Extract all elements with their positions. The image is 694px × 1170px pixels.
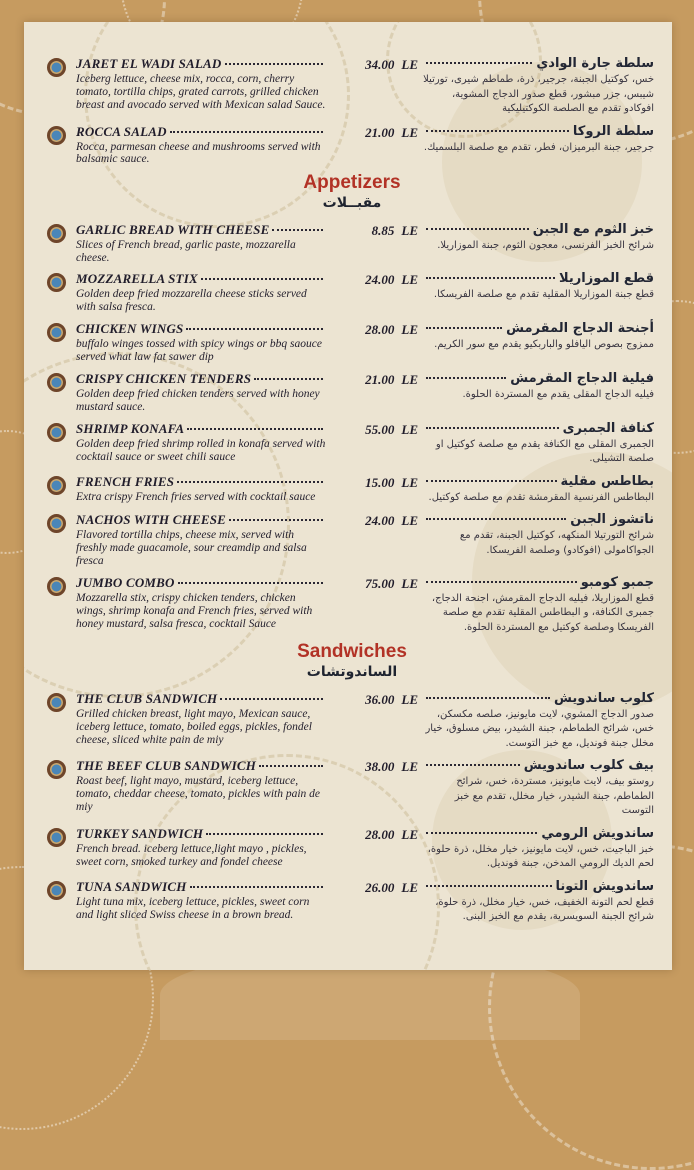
item-description: Light tuna mix, iceberg lettuce, pickles, sweet corn and light sliced Swiss cheese in a brown bread.	[76, 895, 310, 921]
price-currency: LE	[401, 124, 418, 140]
item-price	[330, 575, 418, 636]
dotted-leader	[259, 765, 323, 767]
menu-item	[44, 826, 660, 872]
dotted-leader	[206, 833, 323, 835]
item-description-arabic: خبز الباجيت، خس، لايت مايونيز، خيار مخلل، ذرة حلوة، لحم الديك الرومي المدخن، جبنة فونديل.	[427, 843, 654, 870]
brand-seal-icon	[47, 476, 66, 495]
dotted-leader	[229, 519, 323, 521]
section-title: Sandwiches	[297, 641, 407, 663]
item-price	[330, 371, 418, 414]
item-description-arabic: قطع الموزاريلا، فيليه الدجاج المقرمش، اجنحة الدجاج، جمبرى الكنافة، و البطاطس المقلية تقدم مع صلصة الفريسكا وصلصة كوكتيل مع المستردة الحلوة.	[431, 592, 654, 633]
item-description: Slices of French bread, garlic paste, mozzarella cheese.	[76, 238, 296, 264]
menu-item	[44, 879, 660, 925]
item-description-arabic: جرجير، جبنة البرميزان، فطر، تقدم مع صلصة البلسميك.	[423, 141, 654, 153]
item-price	[330, 758, 418, 819]
item-description-arabic: البطاطس الفرنسية المقرمشة تقدم مع صلصة كوكتيل.	[428, 491, 654, 503]
dotted-leader	[426, 832, 537, 834]
dotted-leader	[186, 328, 323, 330]
price-currency: LE	[401, 759, 418, 775]
item-name-arabic: ساندويش الرومي	[541, 825, 654, 841]
dotted-leader	[426, 697, 550, 699]
dotted-leader	[426, 130, 569, 132]
item-price	[330, 222, 418, 265]
menu-item	[44, 758, 660, 819]
menu-item	[44, 124, 660, 167]
section-header-appetizers	[44, 173, 660, 213]
price-currency: LE	[401, 826, 418, 842]
brand-seal-icon	[47, 224, 66, 243]
price-value: 38.00	[365, 759, 395, 775]
item-name: TURKEY SANDWICH	[76, 825, 204, 841]
price-currency: LE	[401, 57, 418, 72]
section-header-sandwiches	[44, 642, 660, 682]
item-name: MOZZARELLA STIX	[76, 271, 198, 287]
dotted-leader	[426, 228, 529, 230]
price-currency: LE	[401, 272, 418, 288]
dotted-leader	[187, 428, 323, 430]
dotted-leader	[426, 518, 566, 520]
item-description: Flavored tortilla chips, cheese mix, served with freshly made guacamole, sour creamdip and salsa fresca	[76, 529, 307, 567]
menu-item	[44, 371, 660, 414]
dotted-leader	[254, 378, 323, 380]
item-description: Roast beef, light mayo, mustard, iceberg lettuce, tomato, cheddar cheese, tomato, pickles with pain de miy	[76, 775, 321, 814]
price-currency: LE	[401, 513, 418, 529]
item-description: French bread. iceberg lettuce,light mayo , pickles, sweet corn, smoked turkey and fondel cheese	[76, 842, 307, 868]
brand-seal-icon	[47, 323, 66, 342]
item-name: NACHOS WITH CHEESE	[76, 512, 227, 528]
section-title-arabic: مقبــلات	[322, 195, 382, 212]
price-currency: LE	[401, 421, 418, 437]
menu-item	[44, 512, 660, 568]
menu-item	[44, 691, 660, 752]
dotted-leader	[426, 581, 577, 583]
item-name-arabic: بيف كلوب ساندويش	[523, 758, 654, 774]
menu-item	[44, 222, 660, 265]
item-name-arabic: بطاطس مقلية	[560, 473, 654, 489]
item-name-arabic: جمبو كومبو	[580, 574, 654, 590]
dotted-leader	[426, 377, 506, 379]
brand-seal-icon	[47, 126, 66, 145]
brand-seal-icon	[47, 577, 66, 596]
item-description-arabic: صدور الدجاج المشوي، لايت مايونيز، صلصه مكسكن، خس، شرائح الطماطم، جبنة الشيدر، بيض مسلوق، خيار مخلل جبنة فونديل، مع خبز التوست.	[425, 708, 654, 749]
brand-seal-icon	[47, 58, 66, 77]
menu-item	[44, 474, 660, 506]
item-name: ROCCA SALAD	[76, 123, 167, 139]
menu-item	[44, 321, 660, 364]
item-price	[330, 474, 418, 506]
brand-seal-icon	[47, 423, 66, 442]
item-description: Extra crispy French fries served with cocktail sauce	[76, 490, 316, 503]
brand-seal-icon	[47, 693, 66, 712]
dotted-leader	[426, 480, 557, 482]
item-description-arabic: شرائح التورتيلا المنكهه، كوكتيل الجبنة، تقدم مع الجواكامولى (افوكادو) وصلصة الفريسكا.	[459, 530, 654, 556]
item-description-arabic: قطع جبنة الموزاريلا المقلية تقدم مع صلصة الفريسكا.	[433, 289, 654, 301]
item-name: GARLIC BREAD WITH CHEESE	[76, 221, 270, 237]
item-name: THE CLUB SANDWICH	[76, 690, 218, 706]
item-name: FRENCH FRIES	[76, 473, 175, 489]
price-currency: LE	[401, 691, 418, 707]
price-currency: LE	[401, 222, 418, 238]
dotted-leader	[272, 229, 323, 231]
price-value: 26.00	[365, 879, 395, 895]
item-description-arabic: شرائح الخبز الفرنسى، معجون الثوم، جبنة الموزاريلا.	[437, 239, 654, 251]
price-value: 15.00	[365, 474, 395, 490]
item-description: Golden deep fried shrimp rolled in konafa served with cocktail sauce or sweet chili sauce	[76, 437, 326, 463]
item-name-arabic: خبز الثوم مع الجبن	[532, 221, 654, 237]
dotted-leader	[170, 131, 323, 133]
item-name-arabic: قطع الموزاريلا	[559, 271, 654, 287]
item-price	[330, 56, 418, 117]
dotted-leader	[177, 481, 323, 483]
item-name: SHRIMP KONAFA	[76, 420, 185, 436]
item-name-arabic: كنافة الجمبرى	[562, 420, 654, 436]
item-price	[330, 512, 418, 568]
menu-item	[44, 56, 660, 117]
brand-seal-icon	[47, 373, 66, 392]
price-value: 28.00	[365, 322, 395, 338]
price-currency: LE	[401, 474, 418, 490]
section-title: Appetizers	[303, 172, 401, 194]
price-value: 8.85	[371, 222, 395, 238]
menu-page	[24, 22, 672, 970]
price-value: 24.00	[365, 513, 395, 529]
item-description: Rocca, parmesan cheese and mushrooms served with balsamic sauce.	[76, 140, 321, 166]
item-description: buffalo winges tossed with spicy wings or bbq saouce served what law fat sawer dip	[76, 338, 322, 364]
item-name: JUMBO COMBO	[76, 574, 175, 590]
item-name-arabic: سلطة جارة الوادي	[536, 56, 654, 71]
item-price	[330, 321, 418, 364]
item-price	[330, 124, 418, 167]
item-name: CHICKEN WINGS	[76, 321, 184, 337]
item-price	[330, 826, 418, 872]
brand-seal-icon	[47, 760, 66, 779]
item-description-arabic: الجمبرى المقلى مع الكنافة يقدم مع صلصة كوكتيل او صلصة التشيلى.	[435, 438, 654, 465]
price-currency: LE	[401, 879, 418, 895]
item-description: Iceberg lettuce, cheese mix, rocca, corn, cherry tomato, tortilla chips, grated carrots, grilled chicken breast and avocado served with Mexican salad Sauce.	[76, 73, 326, 111]
item-description-arabic: ممزوج بصوص اليافلو والباربكيو يقدم مع سور الكريم.	[434, 339, 654, 351]
price-value: 21.00	[365, 371, 395, 387]
brand-seal-icon	[47, 514, 66, 533]
price-currency: LE	[401, 322, 418, 338]
price-value: 36.00	[365, 691, 395, 707]
item-name-arabic: ناتشوز الجبن	[570, 512, 654, 528]
item-name: CRISPY CHICKEN TENDERS	[76, 370, 252, 386]
menu-item	[44, 271, 660, 314]
menu-content	[24, 22, 672, 970]
price-value: 28.00	[365, 826, 395, 842]
brand-seal-icon	[47, 273, 66, 292]
dotted-leader	[426, 885, 552, 887]
item-name: JARET EL WADI SALAD	[76, 56, 222, 71]
item-description-arabic: روستو بيف، لايت مايونيز، مستردة، خس، شرائح الطماطم، جبنة الشيدر، خيار مخلل، تقدم مع خبز التوست	[454, 776, 654, 817]
dotted-leader	[220, 698, 323, 700]
price-value: 55.00	[365, 421, 395, 437]
price-currency: LE	[401, 575, 418, 591]
dotted-leader	[426, 277, 555, 279]
item-price	[330, 691, 418, 752]
item-description-arabic: خس، كوكتيل الجبنة، جرجير، ذرة، طماطم شيرى، تورتيلا شيبس، جزر مبشور، قطع صدور الدجاج المشوية، افوكادو تقدم مع الصلصة الكوكتيليكية	[423, 74, 654, 114]
brand-seal-icon	[47, 881, 66, 900]
dotted-leader	[201, 278, 323, 280]
brand-seal-icon	[47, 828, 66, 847]
dotted-leader	[225, 63, 323, 65]
menu-item	[44, 421, 660, 467]
item-description: Mozzarella stix, crispy chicken tenders, chicken wings, shrimp konafa and French fries, served with honey mustard, salsa fresca, cocktail Sauce	[76, 591, 313, 630]
section-title-arabic: الساندوتشات	[306, 664, 398, 681]
item-name-arabic: كلوب ساندويش	[553, 690, 654, 706]
item-description-arabic: قطع لحم التونة الخفيف، خس، خيار مخلل، ذرة حلوة، شرائح الجبنة السويسرية، يقدم مع الخبز البنى.	[435, 896, 654, 923]
dotted-leader	[426, 764, 520, 766]
dotted-leader	[190, 886, 323, 888]
price-value: 21.00	[365, 124, 395, 140]
item-price	[330, 879, 418, 925]
item-description: Grilled chicken breast, light mayo, Mexican sauce, iceberg lettuce, tomato, boiled eggs, pickles, fondel cheese, sliced white pain de miy	[76, 707, 312, 746]
item-description: Golden deep fried mozzarella cheese sticks served with salsa fresca.	[76, 288, 307, 314]
price-currency: LE	[401, 371, 418, 387]
dotted-leader	[426, 62, 532, 64]
item-name-arabic: ساندويش التونا	[555, 878, 654, 894]
item-description: Golden deep fried chicken tenders served with honey mustard sauce.	[76, 387, 320, 413]
item-name-arabic: فيلية الدجاج المقرمش	[510, 370, 654, 386]
item-name: THE BEEF CLUB SANDWICH	[76, 758, 257, 774]
item-price	[330, 271, 418, 314]
item-description-arabic: فيليه الدجاج المقلى يقدم مع المستردة الحلوة.	[462, 388, 654, 400]
price-value: 34.00	[365, 57, 395, 72]
item-price	[330, 421, 418, 467]
price-value: 75.00	[365, 575, 395, 591]
item-name-arabic: سلطة الروكا	[572, 123, 654, 139]
item-name: TUNA SANDWICH	[76, 878, 187, 894]
dotted-leader	[178, 582, 323, 584]
price-value: 24.00	[365, 272, 395, 288]
item-name-arabic: أجنحة الدجاج المقرمش	[506, 321, 654, 337]
dotted-leader	[426, 427, 559, 429]
dotted-leader	[426, 327, 502, 329]
menu-item	[44, 575, 660, 636]
